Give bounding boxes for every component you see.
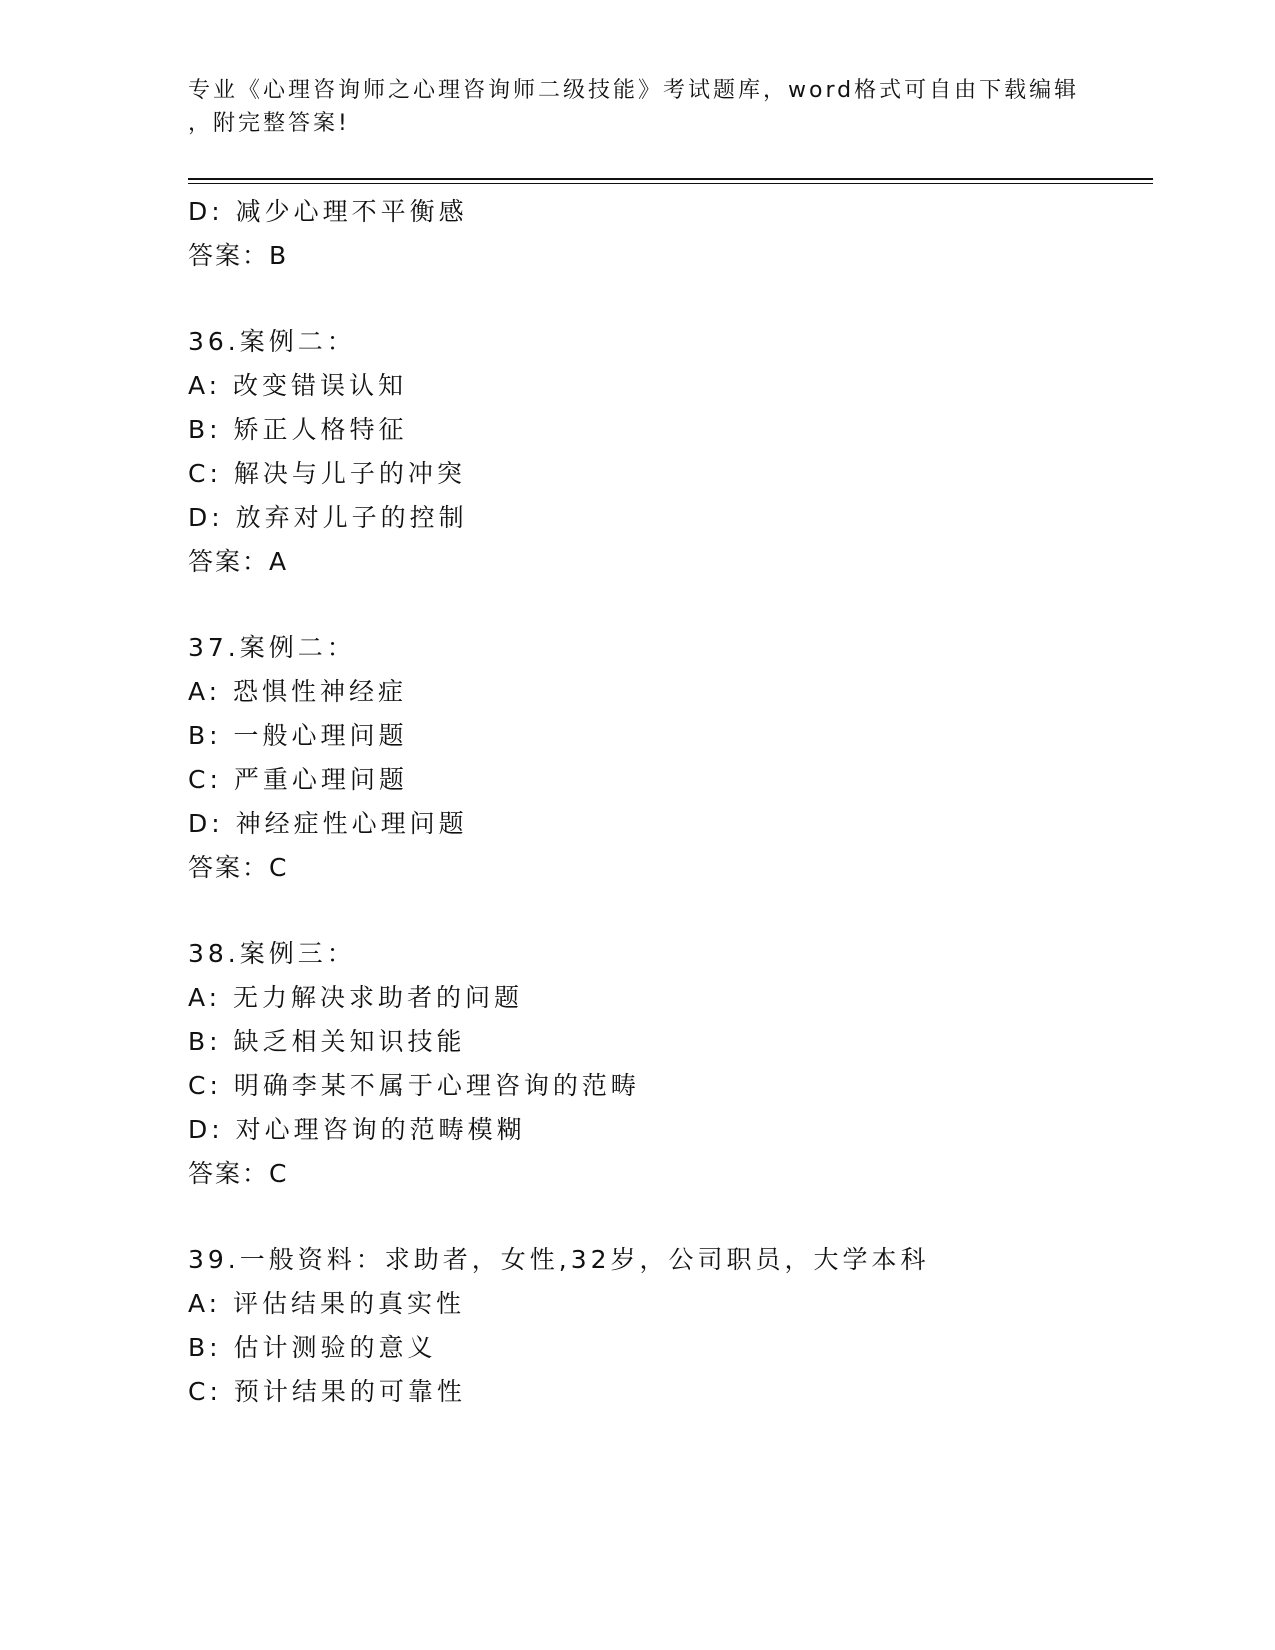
document-header (188, 74, 1088, 140)
question-37-option-d: D: 神经症性心理问题 (188, 809, 468, 838)
question-36-stem: 36.案例二： (188, 327, 356, 356)
question-38-option-a: A: 无力解决求助者的问题 (188, 983, 524, 1012)
header-title-line: 专业《心理咨询师之心理咨询师二级技能》考试题库，word格式可自由下载编辑 (188, 78, 1080, 103)
header-divider-thick (188, 178, 1153, 180)
question-37-option-a: A: 恐惧性神经症 (188, 677, 408, 706)
question-39-option-a: A: 评估结果的真实性 (188, 1289, 466, 1318)
option-d: D: 减少心理不平衡感 (188, 197, 468, 226)
header-divider-thin (188, 183, 1153, 184)
question-39-option-b: B: 估计测验的意义 (188, 1333, 437, 1362)
question-37-option-c: C: 严重心理问题 (188, 765, 408, 794)
question-38-option-d: D: 对心理咨询的范畴模糊 (188, 1115, 526, 1144)
question-36-option-a: A: 改变错误认知 (188, 371, 408, 400)
question-38-option-c: C: 明确李某不属于心理咨询的范畴 (188, 1071, 640, 1100)
question-38-stem: 38.案例三： (188, 939, 356, 968)
question-38-option-b: B: 缺乏相关知识技能 (188, 1027, 466, 1056)
question-38-answer: 答案：C (188, 1159, 289, 1188)
question-36-option-d: D: 放弃对儿子的控制 (188, 503, 468, 532)
question-39-option-c: C: 预计结果的可靠性 (188, 1377, 466, 1406)
question-37-answer: 答案：C (188, 853, 289, 882)
question-36-answer: 答案：A (188, 547, 289, 576)
question-37-stem: 37.案例二： (188, 633, 356, 662)
question-37-option-b: B: 一般心理问题 (188, 721, 408, 750)
question-36-option-b: B: 矫正人格特征 (188, 415, 408, 444)
answer-text: 答案：B (188, 241, 289, 270)
question-36-option-c: C: 解决与儿子的冲突 (188, 459, 466, 488)
question-39-stem: 39.一般资料：求助者，女性,32岁，公司职员，大学本科 (188, 1245, 930, 1274)
header-subtitle-line: ，附完整答案! (188, 111, 350, 136)
